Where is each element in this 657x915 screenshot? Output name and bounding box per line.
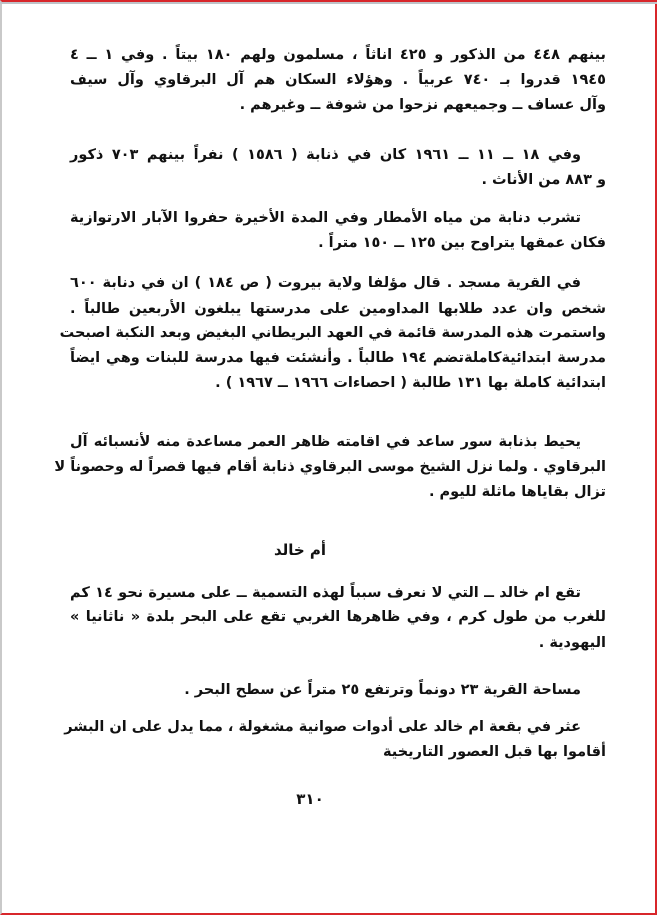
text-line: اليهودية . <box>538 635 606 651</box>
text-line: تزال بقاياها ماثلة لليوم . <box>428 484 606 500</box>
text-line: وآل عساف ــ وجميعهم نزحوا من شوفة ــ وغيرهم . <box>239 97 606 113</box>
text-line: ١٩٤٥ قدروا بـ ٧٤٠ عربياً . وهؤلاء السكان هم آل البرقاوي وآل سيف <box>70 72 607 88</box>
text-line: تقع ام خالد ــ التي لا نعرف سبباً لهذه التسمية ــ على مسيرة نحو ١٤ كم <box>70 585 581 601</box>
text-line: شخص وان عدد طلابها المداومين على مدرستها يبلغون الأربعين طالباً . <box>70 301 606 317</box>
text-line: للغرب من طول كرم ، وفي ظاهرها الغربي تقع على البحر بلدة « ناثانيا » <box>70 609 606 625</box>
text-line: البرقاوي . ولما نزل الشيخ موسى البرقاوي ذنابة أقام فيها قصراً له وحصوناً لا <box>54 459 606 475</box>
text-line: يحيط بذنابة سور ساعد في اقامته ظاهر العمر مساعدة منه لأنسبائه آل <box>70 434 581 450</box>
text-line: ابتدائية كاملة بها ١٣١ طالبة ( احصاءات ١٩٦٦ ــ ١٩٦٧ ) . <box>215 375 606 391</box>
text-line: واستمرت هذه المدرسة قائمة في العهد البريطاني البغيض وبعد النكبة اصبحت <box>59 325 606 341</box>
text-line: مدرسة ابتدائيةكاملةتضم ١٩٤ طالباً . وأنشئت فيها مدرسة للبنات وهي ايضاً <box>70 350 606 366</box>
text-line: و ٨٨٣ من الأناث . <box>481 172 606 188</box>
text-line: في القرية مسجد . قال مؤلفا ولاية بيروت ( ص ١٨٤ ) ان في دنابة ٦٠٠ <box>70 275 581 291</box>
text-line: أقاموا بها قبل العصور التاريخية <box>382 744 606 760</box>
page-number: ٣١٠ <box>296 790 324 808</box>
text-line: تشرب دنابة من مياه الأمطار وفي المدة الأخيرة حفروا الآبار الارتوازية <box>70 210 581 226</box>
text-line: بينهم ٤٤٨ من الذكور و ٤٢٥ اناثاً ، مسلمون ولهم ١٨٠ بيتاً . وفي ١ ــ ٤ <box>70 47 606 63</box>
text-line: مساحة القرية ٢٣ دونماً وترتفع ٢٥ متراً عن سطح البحر . <box>184 682 581 698</box>
text-line: فكان عمقها يتراوح بين ١٢٥ ــ ١٥٠ متراً . <box>318 235 606 251</box>
section-heading: أم خالد <box>273 541 327 559</box>
text-line: وفي ١٨ ــ ١١ ــ ١٩٦١ كان في ذنابة ( ١٥٨٦ ) نفراً بينهم ٧٠٣ ذكور <box>70 147 581 163</box>
text-line: عثر في بقعة ام خالد على أدوات صوانية مشغولة ، مما يدل على ان البشر <box>64 719 581 735</box>
